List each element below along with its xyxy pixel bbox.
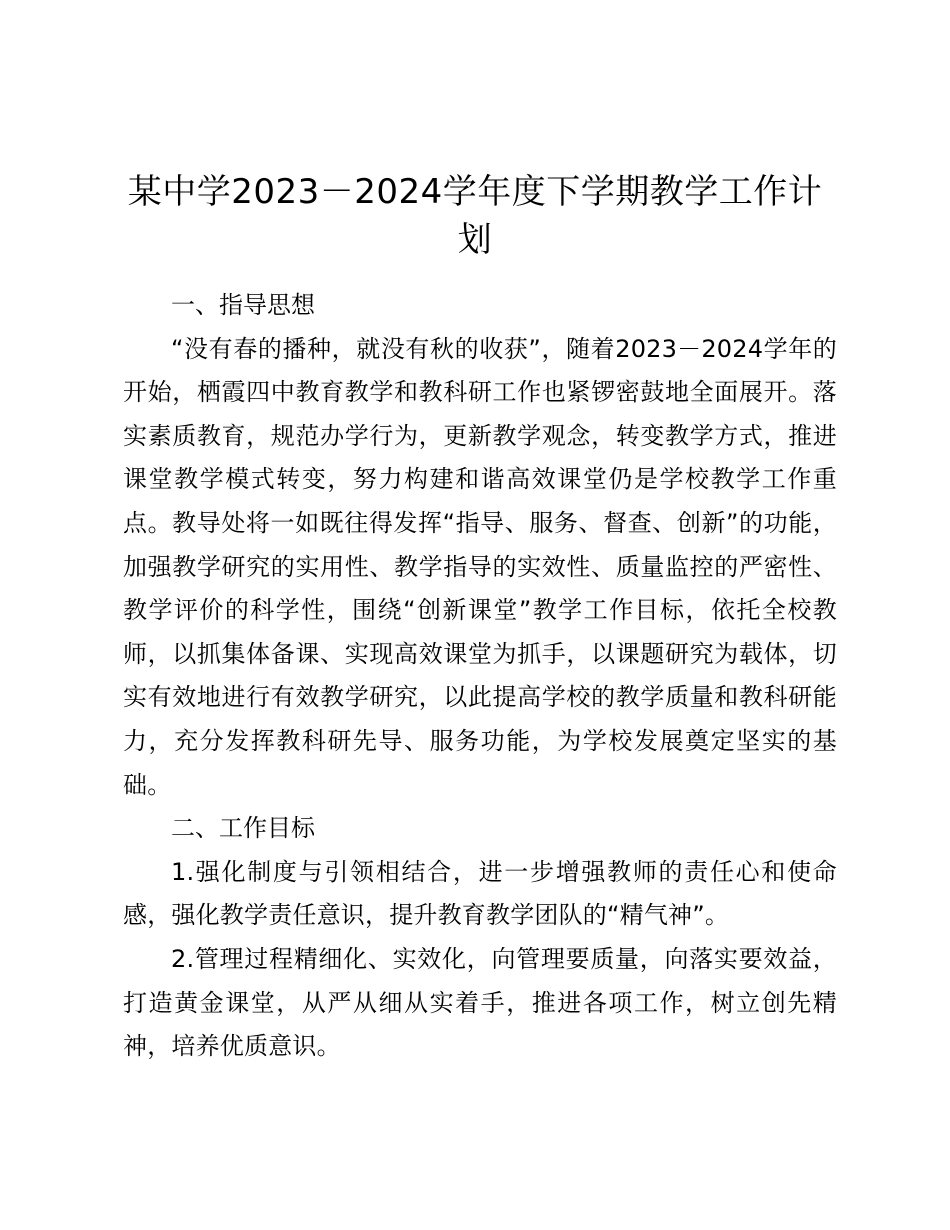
document-title: 某中学2023－2024学年度下学期教学工作计划 — [127, 172, 823, 260]
document-body — [123, 284, 837, 1069]
work-goal-item-1: 1.强化制度与引领相结合，进一步增强教师的责任心和使命感，强化教学责任意识，提升教育教学团队的“精气神”。 — [123, 857, 837, 930]
work-goal-item-2: 2.管理过程精细化、实效化，向管理要质量，向落实要效益，打造黄金课堂，从严从细从实着手，推进各项工作，树立创先精神，培养优质意识。 — [123, 944, 837, 1061]
section-heading-guiding-thought: 一、指导思想 — [171, 291, 315, 319]
section-heading-work-goals: 二、工作目标 — [171, 814, 315, 843]
guiding-thought-paragraph: “没有春的播种，就没有秋的收获”，随着2023－2024学年的开始，栖霞四中教育教学和教科研工作也紧锣密鼓地全面展开。落实素质教育，规范办学行为，更新教学观念，转变教学方式，推进课堂教学模式转变，努力构建和谐高效课堂仍是学校教学工作重点。教导处将一如既往得发挥“指导、服务、督查、创新”的功能，加强教学研究的实用性、教学指导的实效性、质量监控的严密性、教学评价的科学性，围绕“创新课堂”教学工作目标，依托全校教师，以抓集体备课、实现高效课堂为抓手，以课题研究为载体，切实有效地进行有效教学研究，以此提高学校的教学质量和教科研能力，充分发挥教科研先导、服务功能，为学校发展奠定坚实的基础。 — [123, 334, 837, 799]
